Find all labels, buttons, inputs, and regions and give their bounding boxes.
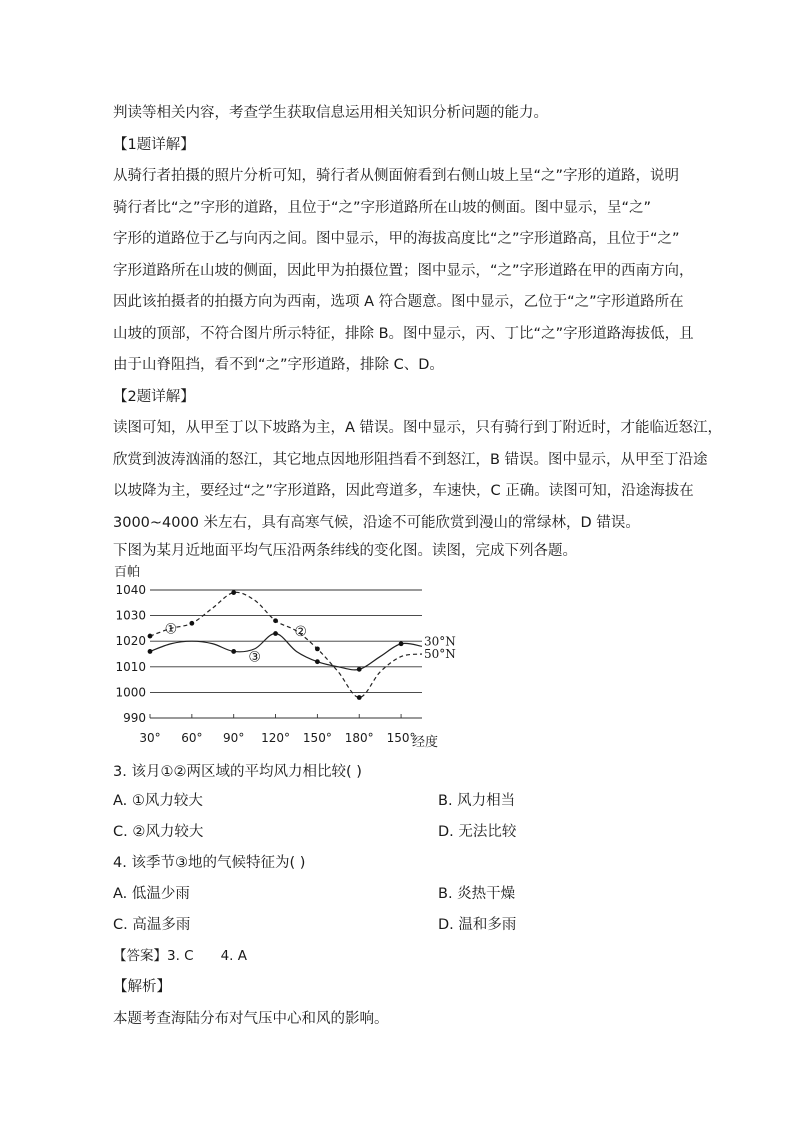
series-lines: [150, 592, 422, 697]
data-point: [315, 659, 320, 664]
paragraph-line: 山坡的顶部，不符合图片所示特征，排除 B。图中显示，丙、丁比“之”字形道路海拔低，且: [113, 326, 694, 342]
paragraph-line: 以坡降为主，要经过“之”字形道路，因此弯道多，车速快，C 正确。读图可知，沿途海拔在: [113, 483, 694, 499]
series-50n-line: [150, 592, 422, 697]
q3-option-a[interactable]: A. ①风力较大: [113, 793, 203, 809]
paragraph-line: 字形的道路位于乙与向丙之间。图中显示，甲的海拔高度比“之”字形道路高，且位于“之”: [113, 231, 680, 247]
y-tick-label: 1010: [115, 659, 146, 674]
paragraph-line: 因此该拍摄者的拍摄方向为西南，选项 A 符合题意。图中显示，乙位于“之”字形道路所在: [113, 294, 684, 310]
data-point: [148, 649, 153, 654]
answer-value: 3. C 4. A: [167, 948, 248, 964]
q4-option-a[interactable]: A. 低温少雨: [113, 886, 190, 902]
x-tick-label: 180°: [344, 731, 374, 745]
q4-option-d[interactable]: D. 温和多雨: [438, 917, 517, 933]
data-point: [231, 649, 236, 654]
section-heading: 【1题详解】: [113, 137, 195, 153]
x-tick-labels: [139, 731, 415, 745]
section-heading: 【2题详解】: [113, 389, 195, 405]
data-point: [399, 641, 404, 646]
x-tick-label: 120°: [261, 731, 290, 745]
paragraph-line: 下图为某月近地面平均气压沿两条纬线的变化图。读图，完成下列各题。: [113, 543, 577, 559]
x-axis-label: 经度: [412, 735, 439, 750]
annotation-labels: [165, 621, 307, 665]
answer-line: [113, 946, 247, 966]
q4-option-c[interactable]: C. 高温多雨: [113, 917, 191, 933]
q3-option-b[interactable]: B. 风力相当: [438, 793, 516, 809]
y-tick-label: 1020: [115, 634, 146, 649]
q3-option-d[interactable]: D. 无法比较: [438, 824, 517, 840]
x-tick-label: 150°: [386, 731, 416, 745]
y-axis-label: 百帕: [114, 565, 141, 580]
paragraph-line: 由于山脊阻挡，看不到“之”字形道路，排除 C、D。: [113, 357, 444, 373]
y-tick-label: 1040: [115, 583, 146, 597]
x-tick-label: 30°: [139, 731, 161, 745]
region-label: ①: [164, 621, 178, 638]
q4-option-b[interactable]: B. 炎热干燥: [438, 886, 516, 902]
x-tick-label: 90°: [223, 731, 245, 745]
data-point: [189, 621, 194, 626]
pressure-chart: [112, 560, 462, 755]
paragraph-line: 从骑行者拍摄的照片分析可知，骑行者从侧面俯看到右侧山坡上呈“之”字形的道路，说明: [113, 168, 680, 184]
paragraph-line: 判读等相关内容，考查学生获取信息运用相关知识分析问题的能力。: [113, 105, 548, 121]
series-labels: [424, 634, 456, 661]
paragraph-line: 读图可知，从甲至丁以下坡路为主，A 错误。图中显示，只有骑行到丁附近时，才能临近怒江，: [113, 420, 723, 436]
question-3-stem: 3. 该月①②两区域的平均风力相比较( ): [113, 764, 362, 780]
series-30n-line: [150, 634, 422, 670]
paragraph-line: 字形道路所在山坡的侧面，因此甲为拍摄位置；图中显示，“之”字形道路在甲的西南方向，: [113, 263, 694, 279]
answer-label: 【答案】: [113, 948, 167, 964]
series-label-30n: 30°N: [424, 634, 456, 649]
series-label-50n: 50°N: [424, 647, 456, 661]
analysis-text: 本题考查海陆分布对气压中心和风的影响。: [113, 1011, 389, 1027]
y-tick-label: 990: [123, 711, 146, 725]
paragraph-line: 欣赏到波涛汹涌的怒江，其它地点因地形阻挡看不到怒江，B 错误。图中显示，从甲至丁沿途: [113, 452, 708, 468]
data-point: [357, 667, 362, 672]
data-point: [148, 634, 153, 639]
series-markers: [148, 590, 404, 700]
question-4-stem: 4. 该季节③地的气候特征为( ): [113, 855, 306, 871]
data-point: [231, 590, 236, 595]
analysis-heading: 【解析】: [113, 979, 171, 995]
x-tick-label: 150°: [302, 731, 332, 745]
data-point: [357, 695, 362, 700]
paragraph-line: 3000~4000 米左右，具有高寒气候，沿途不可能欣赏到漫山的常绿林，D 错误。: [113, 515, 640, 531]
q3-option-c[interactable]: C. ②风力较大: [113, 824, 204, 840]
y-tick-label: 1030: [115, 608, 146, 623]
grid-lines: [150, 590, 422, 718]
paragraph-line: 骑行者比“之”字形的道路，且位于“之”字形道路所在山坡的侧面。图中显示，呈“之”: [113, 200, 652, 216]
data-point: [273, 618, 278, 623]
data-point: [273, 631, 278, 636]
x-tick-label: 60°: [181, 731, 203, 745]
region-label: ②: [294, 623, 307, 640]
region-label: ③: [248, 649, 261, 666]
y-tick-labels: [115, 583, 146, 725]
data-point: [315, 646, 320, 651]
y-tick-label: 1000: [115, 685, 146, 700]
